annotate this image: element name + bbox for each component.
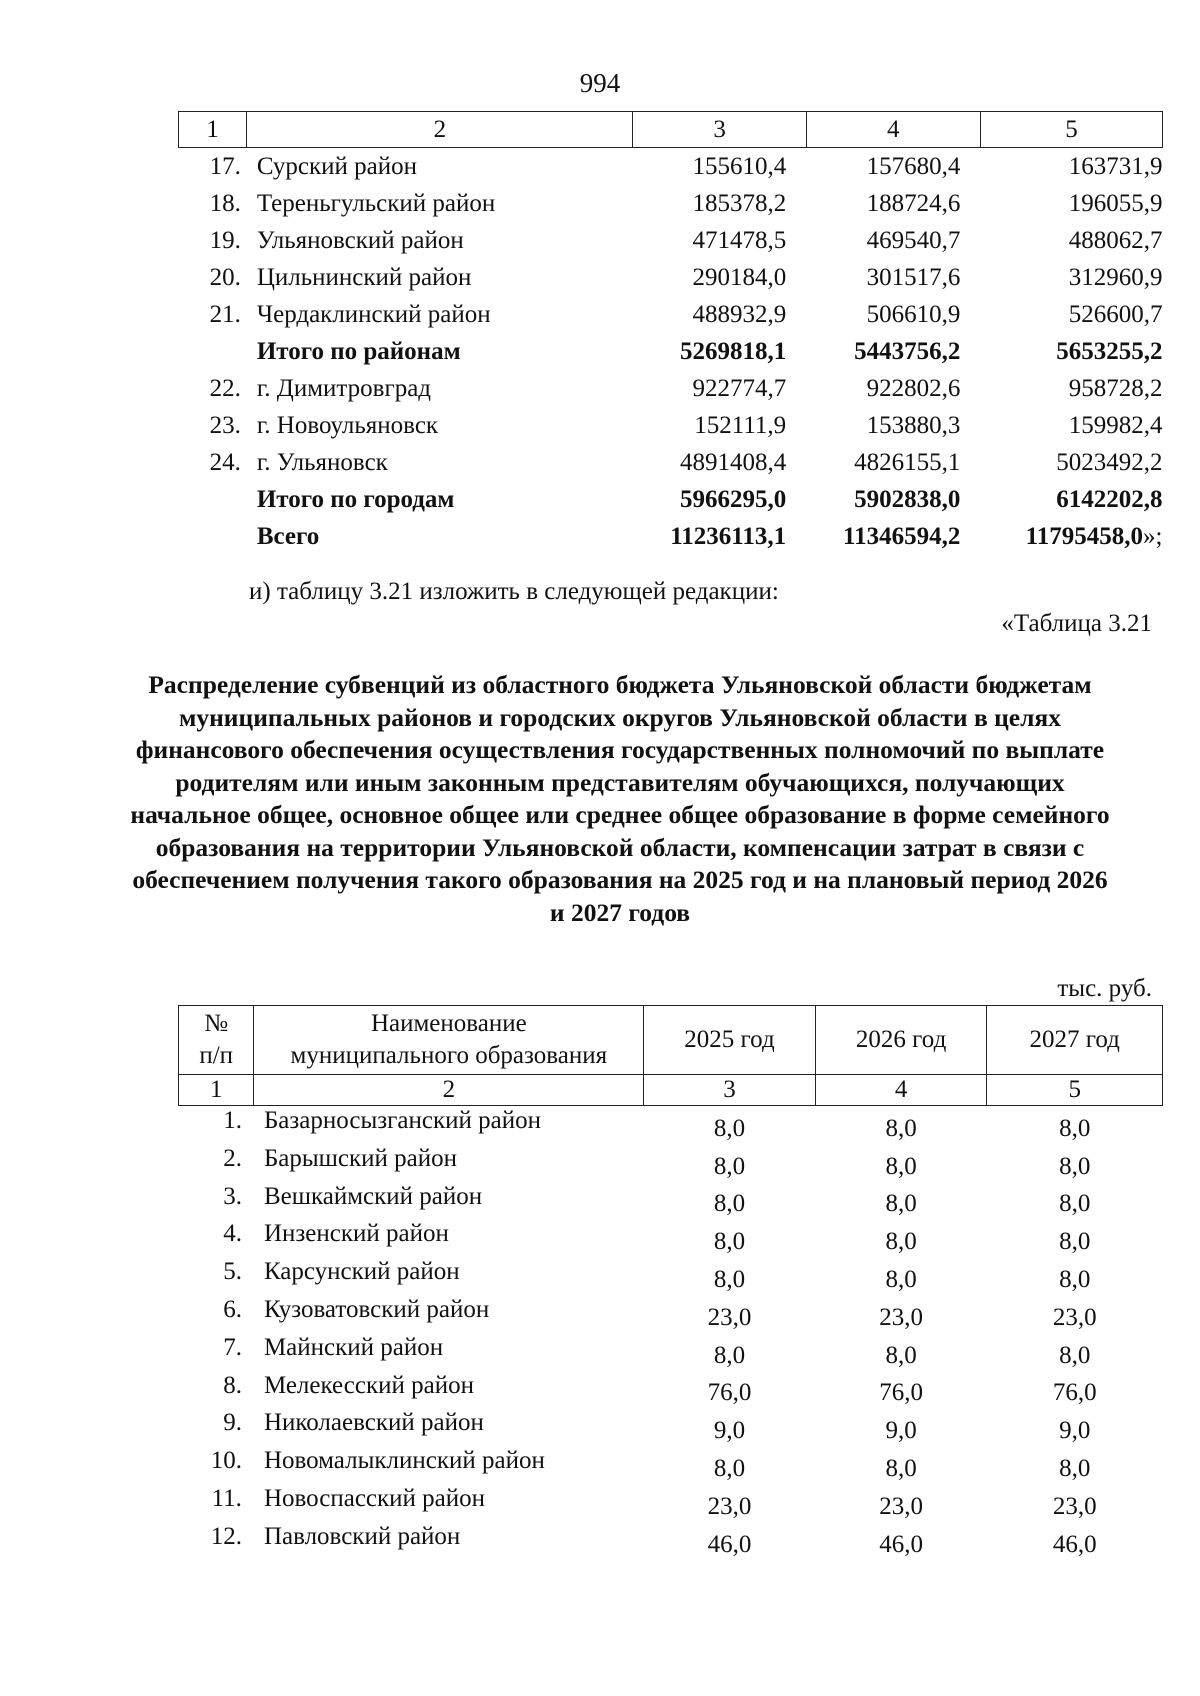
value-2027: 8,0 [1059, 1341, 1091, 1369]
value-2026: 8,0 [885, 1190, 917, 1218]
value-col4: 506610,9 [866, 301, 961, 328]
row-name: Итого по городам [256, 486, 455, 513]
value-col3: 5269818,1 [679, 338, 787, 365]
value-2027: 8,0 [1059, 1228, 1091, 1256]
value-col5: 6142202,8 [1056, 486, 1163, 513]
value-2026: 8,0 [885, 1152, 917, 1180]
value-col5: 312960,9 [1068, 264, 1163, 291]
row-number: 18. [209, 190, 241, 217]
column-number-row [179, 112, 1163, 148]
value-col3: 471478,5 [692, 227, 787, 254]
table-row [179, 1371, 1163, 1409]
table-title: Распределение субвенций из областного бюджета Ульяновской области бюджетам муниципальных районов и городских округов Ульяновской области в целях финансового обеспечения осуществления государственных полномочий по выплате родителям или иным законным представителям обучающихся, получающих начальное общее, основное общее или среднее общее образование в форме семейного образования на территории Ульяновской области, компенсации затрат в связи с обеспечением получения такого образования на 2025 год и на плановый период 2026 и 2027 годов [130, 670, 1110, 927]
row-number: 6. [223, 1295, 242, 1323]
col-header-1: 1 [179, 112, 247, 148]
row-number: 17. [209, 153, 241, 180]
table-row [179, 1446, 1163, 1484]
value-2026: 23,0 [879, 1303, 923, 1331]
row-name: Новоспасский район [263, 1484, 486, 1512]
row-name: Николаевский район [263, 1409, 484, 1437]
row-name: Всего [256, 523, 320, 550]
row-number [179, 481, 247, 518]
col-number-1: 1 [179, 1075, 254, 1106]
row-name: г. Новоульяновск [256, 412, 439, 439]
value-col4: 301517,6 [866, 264, 961, 291]
value-2025: 8,0 [713, 1454, 746, 1482]
value-col5: 5653255,2 [1056, 338, 1163, 365]
value-col5: 163731,9 [1068, 153, 1163, 180]
value-2026: 76,0 [879, 1379, 923, 1407]
table-header-row [179, 1006, 1163, 1075]
row-number: 22. [209, 375, 241, 402]
col-header-2: 2 [247, 112, 633, 148]
row-name: Майнский район [263, 1333, 444, 1361]
row-number: 11. [211, 1484, 242, 1512]
row-number: 7. [223, 1333, 242, 1361]
value-col3: 155610,4 [692, 153, 787, 180]
value-2026: 8,0 [885, 1454, 917, 1482]
value-2025: 46,0 [707, 1530, 752, 1558]
col-header-5: 5 [980, 112, 1162, 148]
value-col5: 526600,7 [1068, 301, 1163, 328]
row-number: 24. [209, 449, 241, 476]
value-col5: 958728,2 [1068, 375, 1163, 402]
value-2027: 8,0 [1059, 1265, 1091, 1293]
row-name: Кузоватовский район [263, 1295, 490, 1323]
header-2025: 2025 год [644, 1006, 816, 1075]
table-row [179, 259, 1163, 296]
row-number [179, 518, 247, 555]
value-2027: 46,0 [1052, 1530, 1097, 1558]
page-number: 994 [579, 68, 621, 98]
table-row [179, 1257, 1163, 1295]
table-row [179, 148, 1163, 186]
value-2027: 23,0 [1052, 1492, 1097, 1520]
row-number: 9. [223, 1409, 242, 1437]
value-2025: 8,0 [713, 1265, 746, 1293]
value-col4: 4826155,1 [854, 449, 961, 476]
table-row [179, 185, 1163, 222]
table-row [179, 222, 1163, 259]
value-col4: 922802,6 [866, 375, 961, 402]
value-2025: 8,0 [713, 1341, 746, 1369]
table-row [179, 296, 1163, 333]
value-2025: 76,0 [707, 1379, 752, 1407]
value-2027: 8,0 [1059, 1190, 1091, 1218]
value-2026: 8,0 [885, 1228, 917, 1256]
value-2025: 8,0 [713, 1152, 746, 1180]
value-2026: 23,0 [879, 1492, 923, 1520]
row-name: Ульяновский район [256, 227, 464, 254]
col-number-4: 4 [815, 1075, 987, 1106]
row-name: Инзенский район [263, 1220, 449, 1248]
table-row [179, 1333, 1163, 1371]
table-row [179, 1144, 1163, 1182]
value-2025: 23,0 [707, 1303, 752, 1331]
value-col4: 469540,7 [866, 227, 961, 254]
table-row [179, 407, 1163, 444]
table-row [179, 370, 1163, 407]
row-number: 23. [209, 412, 241, 439]
row-name: Цильнинский район [256, 264, 472, 291]
unit-label: тыс. руб. [1057, 975, 1152, 1002]
table-row [179, 1182, 1163, 1220]
value-col5: 159982,4 [1068, 412, 1163, 439]
value-2026: 46,0 [879, 1530, 923, 1558]
value-col5: 488062,7 [1068, 227, 1163, 254]
header-number: № п/п [179, 1006, 254, 1075]
row-name: Павловский район [263, 1522, 461, 1550]
value-col3: 11236113,1 [670, 523, 787, 550]
row-name: Карсунский район [263, 1258, 460, 1286]
table-row [179, 518, 1163, 555]
col-header-3: 3 [633, 112, 806, 148]
value-col4: 11346594,2 [843, 523, 961, 550]
value-col3: 4891408,4 [679, 449, 787, 476]
header-2026: 2026 год [815, 1006, 987, 1075]
row-name: Новомалыклинский район [263, 1447, 545, 1475]
value-col4: 153880,3 [866, 412, 961, 439]
row-number: 21. [209, 301, 241, 328]
value-col3: 290184,0 [692, 264, 787, 291]
row-name: Тереньгульский район [256, 190, 496, 217]
row-name: Барышский район [263, 1144, 458, 1172]
row-number: 10. [210, 1447, 242, 1475]
table-row [179, 444, 1163, 481]
value-col3: 152111,9 [694, 412, 787, 439]
value-2027: 23,0 [1052, 1303, 1097, 1331]
col-header-4: 4 [806, 112, 980, 148]
value-col5: 5023492,2 [1056, 449, 1163, 476]
col-number-3: 3 [644, 1075, 816, 1106]
header-2027: 2027 год [987, 1006, 1163, 1075]
row-name: Мелекесский район [263, 1371, 474, 1399]
table-row [179, 1484, 1163, 1522]
table-reference: «Таблица 3.21 [1001, 610, 1152, 637]
value-2027: 8,0 [1059, 1454, 1091, 1482]
value-col5: 11795458,0»; [1025, 523, 1163, 550]
row-name: г. Димитровград [256, 375, 432, 402]
value-2026: 8,0 [885, 1265, 917, 1293]
row-name: Сурский район [256, 153, 417, 180]
row-number: 12. [210, 1522, 242, 1550]
value-2027: 8,0 [1059, 1152, 1091, 1180]
value-col3: 185378,2 [692, 190, 787, 217]
value-2026: 9,0 [885, 1417, 917, 1445]
col-number-2: 2 [254, 1075, 644, 1106]
row-number: 2. [223, 1144, 242, 1172]
value-col3: 488932,9 [692, 301, 787, 328]
budget-table-continuation [178, 111, 1163, 555]
table-row [179, 1219, 1163, 1257]
row-number: 20. [209, 264, 241, 291]
value-col3: 5966295,0 [679, 486, 787, 513]
row-name: Итого по районам [256, 338, 461, 365]
value-2025: 23,0 [707, 1492, 752, 1520]
value-col4: 5443756,2 [854, 338, 961, 365]
row-number: 19. [209, 227, 241, 254]
row-name: г. Ульяновск [256, 449, 388, 476]
value-col4: 5902838,0 [854, 486, 961, 513]
table-row [179, 1295, 1163, 1333]
value-2025: 8,0 [713, 1228, 746, 1256]
row-number [179, 333, 247, 370]
column-number-row [179, 1075, 1163, 1106]
table-row [179, 1408, 1163, 1446]
table-row [179, 333, 1163, 370]
value-col3: 922774,7 [692, 375, 787, 402]
value-2026: 8,0 [885, 1341, 917, 1369]
amendment-text: и) таблицу 3.21 изложить в следующей редакции: [249, 578, 779, 605]
row-number: 8. [223, 1371, 242, 1399]
header-name: Наименование муниципального образования [254, 1006, 644, 1075]
value-2027: 8,0 [1059, 1114, 1091, 1142]
subvention-table [178, 1005, 1163, 1560]
row-number: 5. [223, 1258, 242, 1286]
value-col5: 196055,9 [1068, 190, 1163, 217]
value-2026: 8,0 [885, 1114, 917, 1142]
table-row [179, 1106, 1163, 1144]
table-row [179, 481, 1163, 518]
col-number-5: 5 [987, 1075, 1163, 1106]
value-2027: 76,0 [1052, 1379, 1097, 1407]
value-2025: 9,0 [713, 1417, 746, 1445]
row-name: Базарносызганский район [263, 1107, 541, 1134]
row-number: 1. [223, 1107, 242, 1134]
row-name: Чердаклинский район [256, 301, 491, 328]
row-name: Вешкаймский район [263, 1182, 483, 1210]
value-col4: 157680,4 [866, 153, 961, 180]
closing-quote: »; [1143, 523, 1163, 550]
value-2027: 9,0 [1059, 1417, 1091, 1445]
value-2025: 8,0 [713, 1114, 746, 1142]
row-number: 4. [223, 1220, 242, 1248]
row-number: 3. [223, 1182, 242, 1210]
table-row [179, 1522, 1163, 1560]
value-col4: 188724,6 [866, 190, 961, 217]
value-2025: 8,0 [713, 1190, 746, 1218]
